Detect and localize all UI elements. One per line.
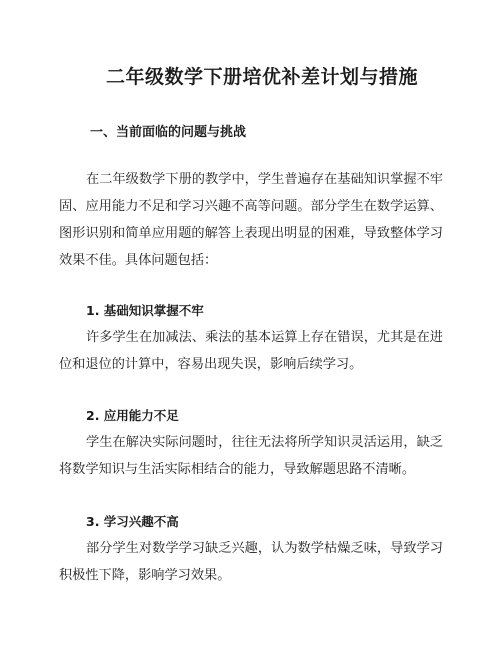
section-heading: 一、当前面临的问题与挑战 xyxy=(90,125,247,140)
problem-heading-2: 2. 应用能力不足 xyxy=(86,408,179,423)
intro-paragraph: 在二年级数学下册的教学中，学生普遍存在基础知识掌握不牢固、应用能力不足和学习兴趣不高等问题。部分学生在数学运算、图形识别和简单应用题的解答上表现出明显的困难，导致整体学习效果不佳。具体问题包括： xyxy=(59,172,443,268)
document-title: 二年级数学下册培优补差计划与措施 xyxy=(105,66,418,88)
problem-paragraph-3: 部分学生对数学学习缺乏兴趣，认为数学枯燥乏味，导致学习积极性下降，影响学习效果。 xyxy=(59,541,443,583)
problem-heading-3: 3. 学习兴趣不高 xyxy=(86,514,179,529)
problem-heading-1: 1. 基础知识掌握不牢 xyxy=(86,303,204,318)
problem-paragraph-1: 许多学生在加减法、乘法的基本运算上存在错误，尤其是在进位和退位的计算中，容易出现失误，影响后续学习。 xyxy=(59,330,443,372)
problem-paragraph-2: 学生在解决实际问题时，往往无法将所学知识灵活运用，缺乏将数学知识与生活实际相结合的能力，导致解题思路不清晰。 xyxy=(59,435,443,477)
